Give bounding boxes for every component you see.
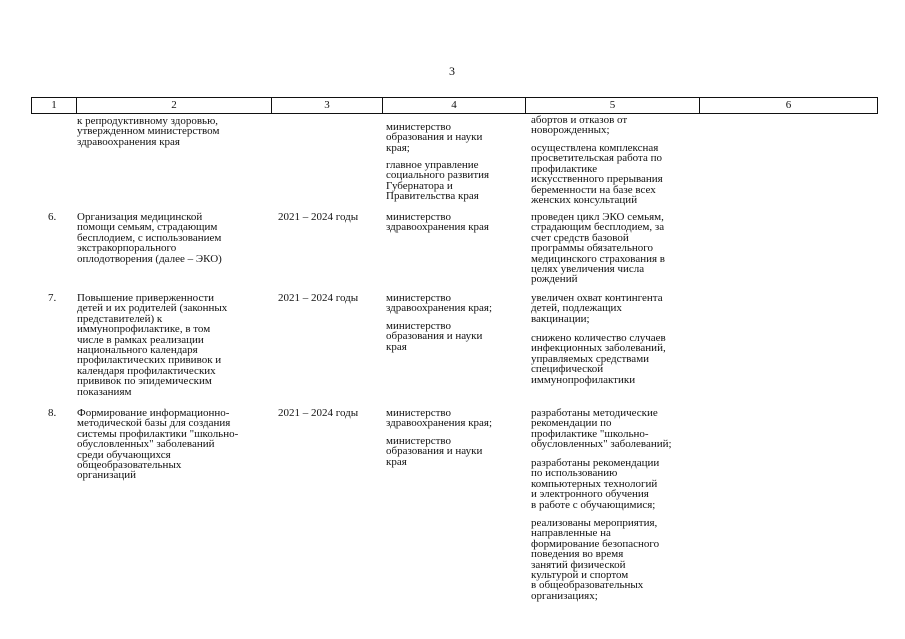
text-line: профилактике	[531, 162, 598, 175]
header-col-4: 4	[451, 99, 457, 111]
text-line: счет средств базовой	[531, 231, 629, 244]
text-line: новорожденных;	[531, 124, 610, 137]
text-line: министерство	[386, 121, 452, 133]
header-col-1: 1	[51, 99, 57, 111]
text-line: системы профилактики "школьно-	[77, 427, 239, 440]
text-line: компьютерных технологий	[531, 477, 658, 490]
text-line: среди обучающихся	[77, 448, 171, 461]
text-line: министерство	[386, 435, 452, 447]
text-line: здравоохранения края	[386, 221, 489, 234]
text-line: общеобразовательных	[77, 459, 182, 472]
text-line: и электронного обучения	[531, 488, 649, 501]
text-line: профилактических прививок и	[77, 354, 222, 367]
row-7-executor-2	[386, 321, 482, 352]
text-line: реализованы мероприятия,	[531, 517, 658, 529]
text-line: Повышение приверженности	[77, 292, 215, 304]
header-col-5: 5	[609, 99, 616, 111]
text-line: увеличен охват контингента	[531, 292, 663, 304]
text-line: здравоохранения края	[77, 135, 180, 148]
text-line: Губернатора и	[386, 179, 453, 192]
continued-executor-2	[386, 160, 489, 202]
row-7-number: 7.	[48, 292, 57, 304]
text-line: края;	[386, 141, 410, 154]
text-line: просветительская работа по	[531, 152, 662, 165]
text-line: министерство	[386, 211, 452, 223]
text-line: образования и науки	[386, 445, 483, 458]
header-col-6: 6	[785, 99, 792, 111]
row-8-result-2	[531, 458, 659, 510]
text-line: методической базы для создания	[77, 417, 231, 430]
text-line: к репродуктивному здоровью,	[77, 115, 219, 127]
row-6-number: 6.	[48, 211, 57, 223]
text-line: утвержденном министерством	[77, 125, 220, 138]
row-6-period: 2021 – 2024 годы	[278, 211, 359, 223]
text-line: рождений	[531, 273, 578, 286]
page-number: 3	[449, 64, 455, 78]
text-line: направленные на	[531, 527, 611, 540]
text-line: числе в рамках реализации	[77, 333, 204, 346]
text-line: образования и науки	[386, 330, 483, 343]
row-8-executor-1	[386, 408, 492, 429]
row-7-result-1	[531, 293, 663, 324]
text-line: проведен цикл ЭКО семьям,	[531, 211, 664, 223]
text-line: специфической	[531, 363, 604, 376]
text-line: обусловленных" заболеваний	[77, 438, 215, 451]
text-line: главное управление	[386, 159, 479, 171]
text-line: социального развития	[386, 169, 490, 182]
row-6-activity	[77, 212, 222, 264]
text-line: занятий физической	[531, 558, 626, 571]
row-7-activity	[77, 293, 227, 397]
text-line: целях увеличения числа	[531, 263, 645, 276]
text-line: организациях;	[531, 589, 598, 602]
text-line: обусловленных" заболеваний;	[531, 438, 672, 451]
text-line: министерство	[386, 407, 452, 419]
text-line: организаций	[77, 469, 137, 482]
text-line: поведения во время	[531, 548, 624, 561]
header-col-2: 2	[171, 99, 177, 111]
table-header	[31, 97, 878, 114]
text-line: в работе с обучающимися;	[531, 498, 656, 511]
text-line: национального календаря	[77, 344, 198, 357]
row-7-executor-1	[386, 293, 492, 314]
text-line: по использованию	[531, 467, 618, 480]
continued-result-2	[531, 143, 663, 205]
row-8-activity	[77, 408, 238, 481]
text-line: здравоохранения края;	[386, 417, 493, 430]
text-line: показаниям	[77, 385, 132, 398]
text-line: министерство	[386, 320, 452, 332]
text-line: осуществлена комплексная	[531, 142, 659, 154]
text-line: формирование безопасного	[531, 537, 660, 550]
row-7-result-2	[531, 333, 666, 385]
row-8-result-1	[531, 408, 672, 450]
text-line: женских консультаций	[531, 194, 638, 207]
text-line: иммунопрофилактике, в том	[77, 323, 211, 336]
row-8-result-3	[531, 518, 659, 601]
text-line: профилактике "школьно-	[531, 427, 649, 440]
text-line: Формирование информационно-	[77, 407, 230, 419]
text-line: инфекционных заболеваний,	[531, 342, 666, 355]
continued-activity	[77, 116, 219, 147]
continued-result-1	[531, 115, 627, 136]
text-line: здравоохранения края;	[386, 302, 493, 315]
row-6-executor-1	[386, 212, 489, 233]
row-8-executor-2	[386, 436, 482, 467]
text-line: календаря профилактических	[77, 364, 216, 377]
text-line: искусственного прерывания	[531, 173, 663, 186]
text-line: иммунопрофилактики	[531, 373, 636, 386]
text-line: в общеобразовательных	[531, 579, 644, 592]
text-line: страдающим бесплодием, за	[531, 221, 665, 234]
text-line: бесплодием, с использованием	[77, 231, 222, 244]
text-line: края	[386, 340, 407, 353]
text-line: программы обязательного	[531, 242, 653, 255]
row-8-period: 2021 – 2024 годы	[278, 407, 359, 419]
row-6-result-1	[531, 212, 665, 285]
text-line: вакцинации;	[531, 312, 590, 325]
text-line: детей, подлежащих	[531, 302, 622, 315]
text-line: управляемых средствами	[531, 352, 650, 365]
text-line: образования и науки	[386, 131, 483, 144]
text-line: экстракорпорального	[77, 242, 177, 255]
text-line: разработаны методические	[531, 407, 658, 419]
text-line: разработаны рекомендации	[531, 457, 660, 469]
text-line: края	[386, 455, 407, 468]
text-line: беременности на базе всех	[531, 183, 656, 196]
text-line: детей и их родителей (законных	[77, 302, 228, 315]
header-col-3: 3	[324, 99, 330, 111]
text-line: министерство	[386, 292, 452, 304]
row-7-period: 2021 – 2024 годы	[278, 292, 359, 304]
text-line: Организация медицинской	[77, 211, 203, 223]
row-8-number: 8.	[48, 407, 57, 419]
text-line: оплодотворения (далее – ЭКО)	[77, 252, 222, 265]
text-line: представителей) к	[77, 312, 163, 325]
text-line: прививок по эпидемическим	[77, 375, 212, 388]
text-line: рекомендации по	[531, 417, 612, 430]
text-line: культурой и спортом	[531, 569, 629, 582]
text-line: Правительства края	[386, 190, 479, 203]
text-line: снижено количество случаев	[531, 332, 666, 344]
continued-executor-1	[386, 122, 482, 153]
text-line: медицинского страхования в	[531, 252, 665, 265]
text-line: абортов и отказов от	[531, 114, 628, 126]
text-line: помощи семьям, страдающим	[77, 221, 218, 234]
